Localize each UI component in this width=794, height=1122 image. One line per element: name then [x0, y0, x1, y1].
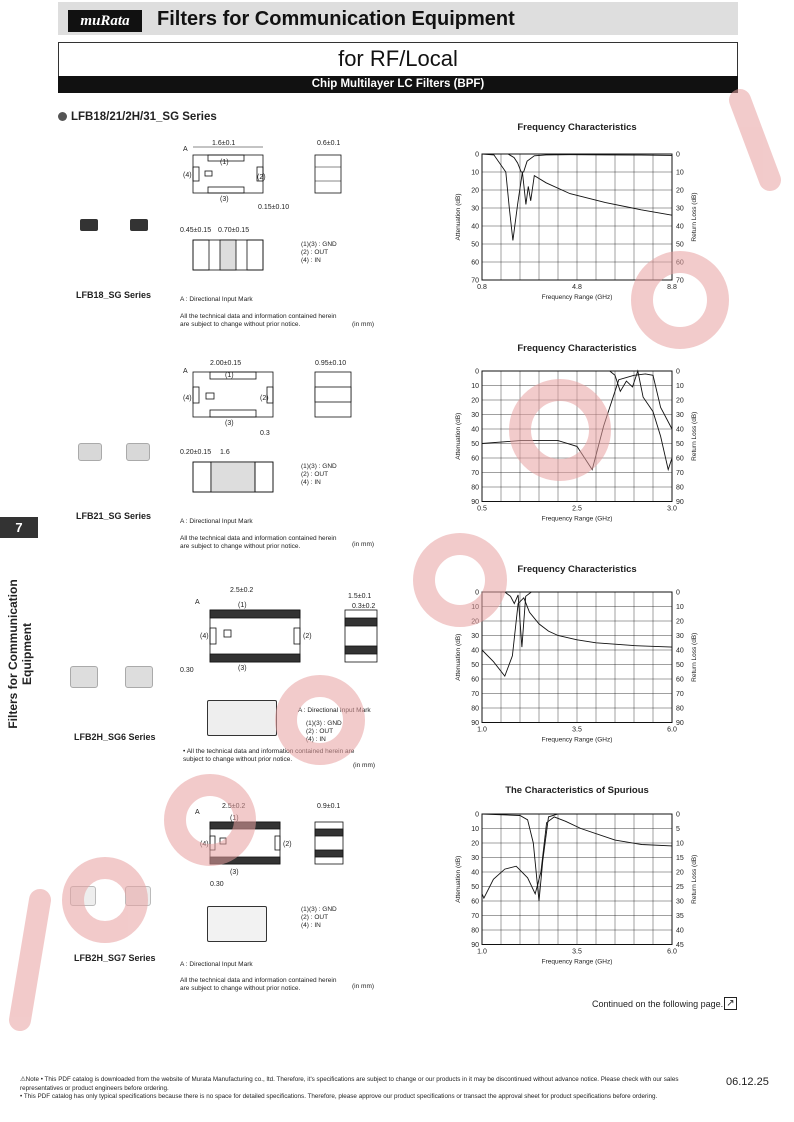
direction-mark-note: A : Directional Input Mark: [180, 961, 253, 968]
pin-item: (4) : IN: [306, 736, 326, 743]
y-tick-label: 0: [475, 368, 479, 376]
y2-tick-label: 40: [676, 647, 684, 655]
y-tick-label: 50: [471, 662, 479, 669]
dimension-drawing: [180, 135, 380, 285]
pin-item: (1)(3) : GND: [301, 906, 337, 913]
svg-text:0.70±0.15: 0.70±0.15: [218, 227, 250, 234]
chip-photo: [70, 666, 98, 688]
y2-tick-label: 10: [676, 604, 684, 611]
continued-note: Continued on the following page.: [592, 999, 724, 1009]
y2-tick-label: 45: [676, 942, 684, 949]
product-lfb21: [70, 357, 390, 557]
series-name: LFB2H_SG6 Series: [74, 732, 156, 742]
dimension-drawing: [180, 357, 380, 507]
pin-list: [301, 463, 337, 487]
page-title: Filters for Communication Equipment: [157, 8, 515, 30]
series-heading-text: LFB18/21/2H/31_SG Series: [71, 111, 217, 123]
y2-tick-label: 20: [676, 187, 684, 195]
pin-item: (1)(3) : GND: [301, 241, 337, 248]
svg-text:0.3±0.2: 0.3±0.2: [352, 603, 376, 610]
y2-tick-label: 60: [676, 676, 684, 684]
unit-note: (in mm): [352, 983, 375, 990]
y2-tick-label: 70: [676, 470, 684, 477]
x-tick-label: 8.8: [667, 284, 677, 291]
y2-tick-label: 5: [676, 826, 680, 833]
y-tick-label: 90: [471, 720, 479, 727]
pin-item: (1)(3) : GND: [306, 720, 342, 727]
y-tick-label: 80: [471, 484, 479, 492]
x-axis-label: Frequency Range (GHz): [541, 736, 613, 744]
svg-text:(3): (3): [225, 420, 234, 427]
y-tick-label: 30: [471, 633, 479, 640]
svg-text:0.9±0.1: 0.9±0.1: [317, 803, 341, 810]
y-axis-label: Attenuation (dB): [455, 855, 462, 903]
svg-text:1.6: 1.6: [220, 449, 230, 456]
warning-icon: ⚠: [20, 1076, 26, 1083]
footer-note-2: • This PDF catalog has only typical specifications because there is no space for detailed specifications. Therefore, please approve our product specifications or transact the approval sheet for product specifications before ordering.: [20, 1093, 658, 1100]
unit-note: (in mm): [353, 762, 376, 769]
svg-text:0.20±0.15: 0.20±0.15: [180, 449, 212, 456]
x-axis-label: Frequency Range (GHz): [541, 515, 613, 523]
disclaimer: All the technical data and information contained herein are subject to change without prior notice.: [180, 977, 337, 992]
svg-text:(4): (4): [183, 172, 192, 179]
bottom-view: [207, 906, 267, 942]
y2-tick-label: 70: [676, 691, 684, 698]
pin-item: (1)(3) : GND: [301, 463, 337, 470]
svg-text:2.5±0.2: 2.5±0.2: [222, 803, 246, 810]
y2-tick-label: 40: [676, 927, 684, 935]
chart-title: Frequency Characteristics: [517, 122, 637, 133]
unit-note: (in mm): [352, 541, 375, 548]
x-tick-label: 0.5: [477, 505, 487, 513]
y2-tick-label: 30: [676, 205, 684, 213]
y-tick-label: 80: [471, 927, 479, 935]
pin-item: (4) : IN: [301, 479, 321, 486]
y2-tick-label: 90: [676, 499, 684, 506]
y2-tick-label: 10: [676, 383, 684, 390]
svg-text:(1): (1): [220, 159, 229, 166]
y2-axis-label: Return Loss (dB): [691, 411, 698, 461]
y-tick-label: 30: [471, 855, 479, 862]
y-tick-label: 20: [471, 618, 479, 626]
y-axis-label: Attenuation (dB): [455, 193, 462, 241]
x-tick-label: 3.0: [667, 505, 677, 513]
y2-tick-label: 70: [676, 277, 684, 285]
next-page-arrow-icon[interactable]: ↗: [724, 997, 737, 1010]
chip-photo: [80, 219, 98, 231]
y-tick-label: 20: [471, 840, 479, 848]
chart-title: Frequency Characteristics: [517, 564, 637, 575]
x-tick-label: 3.5: [572, 948, 582, 956]
x-tick-label: 6.0: [667, 948, 677, 956]
y2-tick-label: 20: [676, 869, 684, 877]
x-axis-label: Frequency Range (GHz): [541, 294, 613, 301]
pin-item: (2) : OUT: [306, 728, 334, 735]
y-tick-label: 60: [471, 898, 479, 906]
chip-photo: [125, 666, 153, 688]
disclaimer: All the technical data and information contained herein are subject to change without prior notice.: [180, 313, 337, 328]
y-tick-label: 10: [471, 826, 479, 833]
svg-text:(3): (3): [220, 196, 229, 203]
pin-item: (4) : IN: [301, 257, 321, 264]
y2-axis-label: Return Loss (dB): [691, 632, 698, 682]
svg-text:(1): (1): [238, 602, 247, 609]
y2-tick-label: 40: [676, 223, 684, 231]
series-name: LFB21_SG Series: [76, 511, 152, 521]
product-lfb2h-sg7: [70, 800, 390, 1000]
series-name: LFB2H_SG7 Series: [74, 953, 156, 963]
frequency-chart-lfb21: [450, 365, 700, 541]
frequency-chart-lfb18: [450, 148, 700, 320]
pin-item: (2) : OUT: [301, 249, 329, 256]
x-tick-label: 1.0: [477, 948, 487, 956]
chip-photo: [130, 219, 148, 231]
y-tick-label: 60: [471, 259, 479, 267]
y2-axis-label: Return Loss (dB): [691, 854, 698, 904]
y-tick-label: 40: [471, 869, 479, 877]
y-tick-label: 60: [471, 676, 479, 684]
x-axis-label: Frequency Range (GHz): [541, 958, 613, 966]
dimension-drawing: [180, 800, 380, 910]
product-lfb18: [70, 135, 390, 335]
chart-title: Frequency Characteristics: [517, 343, 637, 354]
disclaimer: • All the technical data and information contained herein are subject to change without prior notice.: [183, 748, 355, 763]
dimension-drawing: [180, 580, 380, 690]
category-band: Chip Multilayer LC Filters (BPF): [58, 76, 738, 93]
svg-text:(3): (3): [230, 869, 239, 876]
svg-text:(2): (2): [260, 395, 269, 402]
y-tick-label: 50: [471, 884, 479, 891]
footer-note-1: ⚠Note • This PDF catalog is downloaded from the website of Murata Manufacturing co., ltd. Therefore, it's specifications are subject to change or our products in it may be discontinued without advance notice. Please check with our sales representatives or product engineers before ordering.: [20, 1076, 679, 1092]
pin-list: [301, 241, 337, 265]
y-axis-label: Attenuation (dB): [455, 412, 462, 460]
y2-tick-label: 50: [676, 662, 684, 669]
svg-text:(4): (4): [200, 841, 209, 848]
chip-photo: [125, 886, 151, 906]
y2-tick-label: 50: [676, 241, 684, 249]
y2-axis-label: Return Loss (dB): [691, 192, 698, 242]
svg-text:(2): (2): [283, 841, 292, 848]
svg-text:0.3: 0.3: [260, 430, 270, 437]
y-tick-label: 70: [471, 277, 479, 285]
svg-text:A: A: [183, 146, 188, 153]
x-tick-label: 1.0: [477, 726, 487, 734]
y-tick-label: 20: [471, 397, 479, 405]
svg-text:(1): (1): [225, 372, 234, 379]
y-tick-label: 20: [471, 187, 479, 195]
y2-tick-label: 15: [676, 855, 684, 862]
y-tick-label: 40: [471, 647, 479, 655]
series-heading: [58, 111, 217, 123]
y2-tick-label: 20: [676, 618, 684, 626]
svg-text:(4): (4): [200, 633, 209, 640]
product-lfb2h-sg6: [70, 580, 390, 780]
y-tick-label: 90: [471, 942, 479, 949]
svg-text:A: A: [183, 368, 188, 375]
y-tick-label: 40: [471, 223, 479, 231]
y-tick-label: 0: [475, 811, 479, 819]
y2-tick-label: 50: [676, 441, 684, 448]
chapter-side-label: Filters for Communication Equipment: [6, 579, 34, 729]
y-tick-label: 0: [475, 151, 479, 159]
svg-text:(4): (4): [183, 395, 192, 402]
y-tick-label: 10: [471, 383, 479, 390]
y-tick-label: 70: [471, 691, 479, 698]
page-subtitle: for RF/Local: [338, 46, 458, 71]
chip-photo: [78, 443, 102, 461]
y2-tick-label: 10: [676, 840, 684, 848]
y2-tick-label: 0: [676, 151, 680, 159]
y-tick-label: 10: [471, 604, 479, 611]
murata-logo: muRata: [68, 10, 142, 32]
spurious-chart-lfb2h-sg7: [450, 808, 700, 984]
chart-title: The Characteristics of Spurious: [505, 785, 649, 796]
svg-text:0.30: 0.30: [180, 667, 194, 674]
pin-item: (4) : IN: [301, 922, 321, 929]
y-tick-label: 10: [471, 169, 479, 177]
pin-list: [306, 720, 342, 744]
svg-text:2.00±0.15: 2.00±0.15: [210, 360, 242, 367]
chip-photo: [70, 886, 96, 906]
y2-tick-label: 80: [676, 484, 684, 492]
svg-text:0.6±0.1: 0.6±0.1: [317, 140, 341, 147]
frequency-chart-lfb2h-sg6: [450, 586, 700, 762]
svg-text:1.5±0.1: 1.5±0.1: [348, 593, 372, 600]
y2-tick-label: 60: [676, 259, 684, 267]
y2-tick-label: 20: [676, 397, 684, 405]
x-tick-label: 2.5: [572, 505, 582, 513]
disclaimer: All the technical data and information contained herein are subject to change without prior notice.: [180, 535, 337, 550]
svg-text:0.45±0.15: 0.45±0.15: [180, 227, 212, 234]
x-tick-label: 3.5: [572, 726, 582, 734]
svg-text:1.6±0.1: 1.6±0.1: [212, 140, 236, 147]
y2-tick-label: 90: [676, 720, 684, 727]
bottom-view: [207, 700, 277, 736]
y-tick-label: 70: [471, 913, 479, 920]
y2-tick-label: 40: [676, 426, 684, 434]
svg-text:(2): (2): [303, 633, 312, 640]
pin-item: (2) : OUT: [301, 914, 329, 921]
unit-note: (in mm): [352, 321, 375, 328]
y2-tick-label: 0: [676, 368, 680, 376]
y-tick-label: 50: [471, 241, 479, 249]
svg-text:0.15±0.10: 0.15±0.10: [258, 204, 290, 211]
svg-text:0.95±0.10: 0.95±0.10: [315, 360, 347, 367]
y-axis-label: Attenuation (dB): [455, 633, 462, 681]
series-name: LFB18_SG Series: [76, 290, 152, 300]
bullet-icon: [58, 112, 67, 121]
svg-text:A: A: [195, 599, 200, 606]
y-tick-label: 30: [471, 412, 479, 419]
y2-tick-label: 30: [676, 633, 684, 640]
svg-text:A: A: [195, 809, 200, 816]
x-tick-label: 6.0: [667, 726, 677, 734]
svg-text:(3): (3): [238, 665, 247, 672]
y-tick-label: 0: [475, 589, 479, 597]
y2-tick-label: 30: [676, 412, 684, 419]
svg-text:2.5±0.2: 2.5±0.2: [230, 587, 254, 594]
direction-mark-note: A : Directional Input Mark: [180, 518, 253, 525]
chapter-tab: 7: [0, 517, 38, 538]
y2-tick-label: 60: [676, 455, 684, 463]
y-tick-label: 50: [471, 441, 479, 448]
y-tick-label: 90: [471, 499, 479, 506]
direction-mark-note: A : Directional Input Mark: [298, 707, 371, 714]
y-tick-label: 70: [471, 470, 479, 477]
y2-tick-label: 0: [676, 811, 680, 819]
y2-tick-label: 0: [676, 589, 680, 597]
x-tick-label: 0.8: [477, 284, 487, 291]
y-tick-label: 30: [471, 205, 479, 213]
pin-list: [301, 906, 337, 930]
y-tick-label: 40: [471, 426, 479, 434]
pin-item: (2) : OUT: [301, 471, 329, 478]
y2-tick-label: 35: [676, 913, 684, 920]
svg-text:(2): (2): [257, 174, 266, 181]
catalog-date: 06.12.25: [726, 1076, 769, 1088]
y2-tick-label: 80: [676, 705, 684, 713]
y-tick-label: 60: [471, 455, 479, 463]
y2-tick-label: 10: [676, 169, 684, 177]
direction-mark-note: A : Directional Input Mark: [180, 296, 253, 303]
footer-notes: [20, 1076, 720, 1102]
chip-photo: [126, 443, 150, 461]
svg-text:(1): (1): [230, 815, 239, 822]
x-tick-label: 4.8: [572, 284, 582, 291]
y-tick-label: 80: [471, 705, 479, 713]
svg-text:0.30: 0.30: [210, 881, 224, 888]
y2-tick-label: 25: [676, 884, 684, 891]
y2-tick-label: 30: [676, 898, 684, 906]
